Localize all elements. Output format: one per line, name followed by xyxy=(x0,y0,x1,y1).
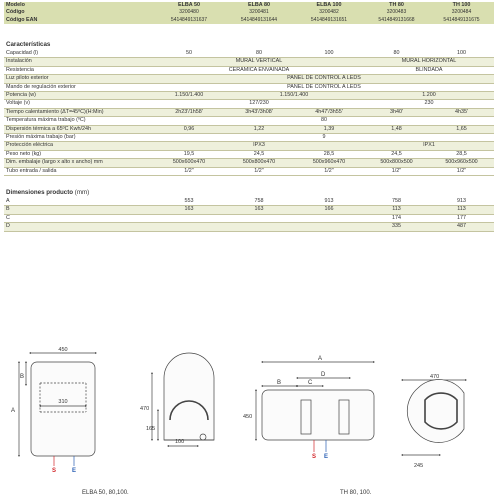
spec-value: 1/2" xyxy=(456,167,467,174)
elba-inlet-label: E xyxy=(72,468,77,474)
dimension-value xyxy=(154,223,224,231)
spec-value: IPX1 xyxy=(364,142,494,150)
dimension-value: 913 xyxy=(457,198,466,204)
spec-value: 1.150/1.400 xyxy=(224,92,364,100)
spec-value: 19,5 xyxy=(183,150,195,157)
spec-value: 1,39 xyxy=(294,125,364,133)
spec-value: PANEL DE CONTROL A LEDS xyxy=(154,75,494,83)
th-side-view xyxy=(402,379,466,455)
spec-row xyxy=(4,50,494,58)
th-dim-b: B xyxy=(277,380,282,386)
th-dim-c: C xyxy=(308,380,313,386)
elba-inner-label: 310 xyxy=(58,399,68,405)
th-dim-a: A xyxy=(318,356,323,362)
model-ean: 5414849131675 xyxy=(443,16,480,23)
dimension-label: A xyxy=(6,198,10,204)
spec-row xyxy=(4,66,494,74)
spec-value: 24,5 xyxy=(391,150,402,157)
spec-value: 4h47'/3h55' xyxy=(294,108,364,116)
dimension-row xyxy=(4,198,494,206)
spec-value: 4h35' xyxy=(429,108,494,116)
spec-value: 100 xyxy=(457,50,466,56)
elba-outlet-label: S xyxy=(52,468,57,474)
dimensions-title-text: Dimensiones producto xyxy=(6,189,74,196)
spec-value: 230 xyxy=(424,100,434,107)
specs-table xyxy=(4,50,494,176)
technical-drawings xyxy=(0,340,500,500)
dimension-row xyxy=(4,206,494,214)
elba-front-view xyxy=(19,353,96,466)
th-inlet-label: E xyxy=(324,454,329,460)
spec-value: 500x800x500 xyxy=(364,159,429,167)
spec-value: 1.200 xyxy=(364,92,494,100)
spec-value: 9 xyxy=(322,134,326,141)
spec-label: Potencia (w) xyxy=(4,92,154,100)
spec-value: 80 xyxy=(321,117,327,124)
model-label: Modelo xyxy=(6,2,25,8)
spec-row xyxy=(4,83,494,91)
spec-value: 1/2" xyxy=(254,167,264,174)
model-name: TH 100 xyxy=(452,2,471,8)
th-height-label: 450 xyxy=(243,414,253,420)
spec-row xyxy=(4,58,494,66)
spec-label: Instalación xyxy=(4,58,154,66)
spec-label: Protección eléctrica xyxy=(4,142,154,150)
dimension-value: 758 xyxy=(392,198,401,204)
spec-value: 2h23'/1h58' xyxy=(154,108,224,116)
spec-value: 50 xyxy=(186,50,192,56)
spec-value: 500x600x470 xyxy=(154,159,224,167)
th-depth-label: 470 xyxy=(430,374,440,380)
dimension-value: 113 xyxy=(429,206,494,214)
model-header-table xyxy=(4,2,494,24)
model-code: 3200482 xyxy=(319,9,339,16)
model-code: 3200483 xyxy=(386,9,407,16)
model-ean: 5414849131651 xyxy=(310,16,348,23)
dimension-row xyxy=(4,214,494,222)
dimension-value: 163 xyxy=(224,206,294,214)
spec-label: Luz piloto exterior xyxy=(4,75,154,83)
spec-value: PANEL DE CONTROL A LEDS xyxy=(287,83,361,90)
spec-row xyxy=(4,75,494,83)
spec-value: 1/2" xyxy=(391,167,402,174)
spec-value: 500x960x500 xyxy=(429,159,494,167)
spec-row xyxy=(4,125,494,133)
dimension-value xyxy=(154,214,224,222)
model-code: 3200481 xyxy=(249,9,269,16)
model-ean: 5414849131644 xyxy=(240,16,278,23)
th-width-label: 245 xyxy=(414,463,424,469)
dimension-value xyxy=(294,214,364,222)
spec-value: 500x960x470 xyxy=(294,159,364,167)
spec-row xyxy=(4,167,494,175)
dimensions-unit: (mm) xyxy=(74,189,90,196)
spec-label: Voltaje (v) xyxy=(6,100,30,107)
spec-value: 500x800x470 xyxy=(224,159,294,167)
elba-height-label: 165 xyxy=(146,426,156,432)
dimension-value: 177 xyxy=(457,214,466,221)
model-code: 3200484 xyxy=(451,9,472,16)
model-name: TH 80 xyxy=(389,2,404,8)
spec-label: Peso neto (kg) xyxy=(6,150,42,157)
spec-row xyxy=(4,108,494,116)
dimension-value: 166 xyxy=(294,206,364,214)
spec-value: 1.150/1.400 xyxy=(154,92,224,100)
spec-value: BLINDADA xyxy=(415,66,443,73)
dimension-value: 553 xyxy=(184,198,194,204)
dimension-value: 113 xyxy=(364,206,429,214)
spec-row xyxy=(4,100,494,108)
spec-value: 80 xyxy=(393,50,400,56)
spec-value: 100 xyxy=(324,50,334,56)
spec-value: CERÁMICA ENVAINADA xyxy=(228,66,290,73)
specs-title: Características xyxy=(6,41,51,48)
th-front-view xyxy=(256,362,374,452)
dimension-row xyxy=(4,223,494,231)
dimension-value xyxy=(224,223,294,231)
spec-row xyxy=(4,142,494,150)
elba-width-label: 450 xyxy=(58,347,68,353)
elba-dim-b: B xyxy=(20,374,25,380)
spec-value: 1,22 xyxy=(224,125,294,133)
spec-row xyxy=(4,117,494,125)
code-row xyxy=(4,9,494,16)
elba-dim-a: A xyxy=(11,408,16,414)
dimension-label: D xyxy=(4,223,154,231)
spec-value: 24,5 xyxy=(253,150,265,157)
spec-value: 3h40' xyxy=(364,108,429,116)
spec-row xyxy=(4,134,494,142)
spec-value: 28,5 xyxy=(323,150,335,157)
spec-label: Mando de regulación exterior xyxy=(6,83,76,90)
spec-value: 3h43'/3h08' xyxy=(224,108,294,116)
dimension-value: 335 xyxy=(364,223,429,231)
spec-label: Presión máxima trabajo (bar) xyxy=(6,134,76,141)
spec-value: 80 xyxy=(256,50,262,56)
elba-depth-label: 470 xyxy=(140,406,150,412)
spec-value: 0,96 xyxy=(154,125,224,133)
dimension-label: C xyxy=(6,214,10,221)
spec-row xyxy=(4,92,494,100)
spec-value: MURAL HORIZONTAL xyxy=(364,58,494,66)
dimension-value: 487 xyxy=(429,223,494,231)
th-outlet-label: S xyxy=(312,454,317,460)
spec-row xyxy=(4,150,494,158)
spec-row xyxy=(4,159,494,167)
model-row xyxy=(4,2,494,9)
model-ean: 5414849131637 xyxy=(170,16,208,23)
model-name: ELBA 80 xyxy=(248,2,270,8)
spec-value: IPX3 xyxy=(154,142,364,150)
model-name: ELBA 50 xyxy=(178,2,200,8)
model-name: ELBA 100 xyxy=(316,2,342,8)
spec-label: Dim. embalaje (largo x alto x ancho) mm xyxy=(4,159,154,167)
elba-caption: ELBA 50, 80,100. xyxy=(82,490,129,496)
spec-value: MURAL VERTICAL xyxy=(154,58,364,66)
dimensions-table xyxy=(4,198,494,232)
spec-label: Tiempo calentamiento (ΔT=45ºC)(H:Min) xyxy=(4,108,154,116)
dimension-value: 758 xyxy=(254,198,264,204)
spec-label: Tubo entrada / salida xyxy=(6,167,57,174)
spec-value: 1,65 xyxy=(429,125,494,133)
dimension-value: 174 xyxy=(392,214,401,221)
dimension-label: B xyxy=(4,206,154,214)
spec-label: Dispersión térmica a 65ºC Kwh/24h xyxy=(4,125,154,133)
dimensions-title xyxy=(6,189,89,196)
elba-side-view xyxy=(152,353,214,446)
model-code: 3200480 xyxy=(179,9,199,16)
spec-value: 1,48 xyxy=(364,125,429,133)
dimension-value: 913 xyxy=(324,198,334,204)
spec-label: Resistencia xyxy=(6,66,34,73)
spec-value: 1/2" xyxy=(324,167,334,174)
spec-value: 28,5 xyxy=(456,150,467,157)
th-dim-d: D xyxy=(321,372,326,378)
spec-value: 1/2" xyxy=(184,167,194,174)
elba-pipe-label: 100 xyxy=(175,439,185,445)
dimension-value: 163 xyxy=(154,206,224,214)
spec-label: Temperatura máxima trabajo (ºC) xyxy=(6,117,86,124)
dimension-value xyxy=(224,214,294,222)
th-caption: TH 80, 100. xyxy=(340,490,372,496)
ean-label: Código EAN xyxy=(6,16,38,23)
dimension-value xyxy=(294,223,364,231)
model-ean: 5414849131668 xyxy=(378,16,415,23)
ean-row xyxy=(4,17,494,24)
spec-value: 127/230 xyxy=(249,100,269,107)
spec-label: Capacidad (l) xyxy=(6,50,39,56)
code-label: Código xyxy=(6,9,25,16)
